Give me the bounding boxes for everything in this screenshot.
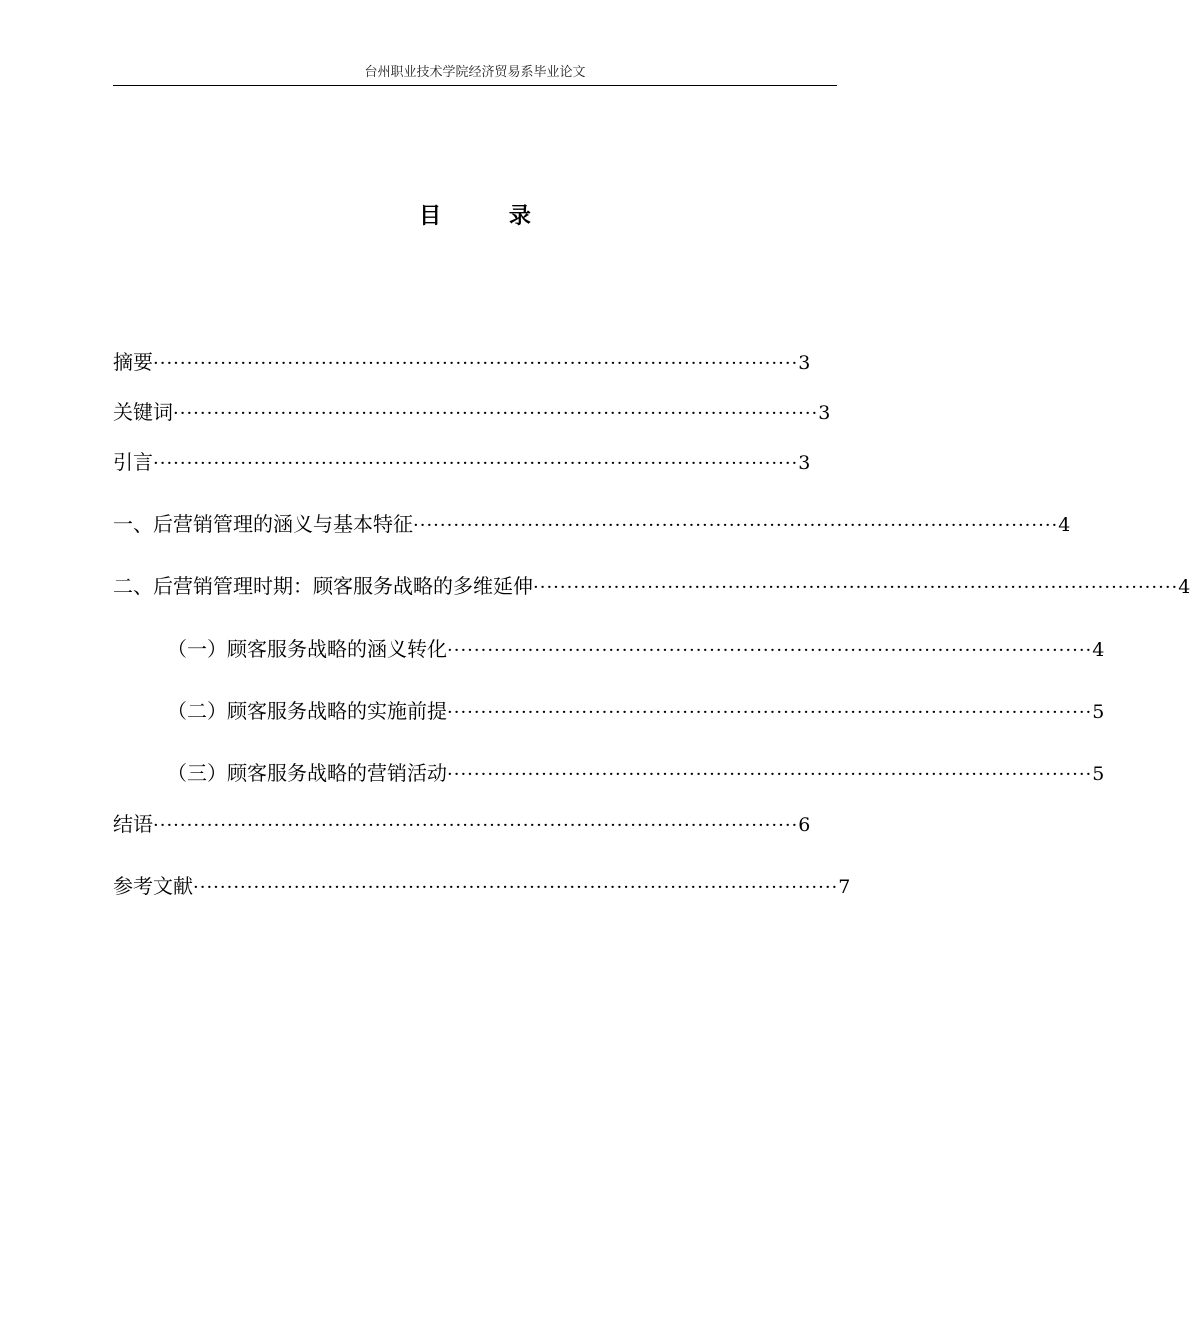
toc-page-number: 3 [798, 352, 811, 374]
toc-page-number: 4 [1178, 576, 1190, 598]
toc-dot-leader: ································································································ [533, 577, 1179, 598]
toc-dot-leader: ································································································ [153, 353, 799, 374]
toc-page-number: 4 [1058, 514, 1071, 536]
header-rule [113, 85, 837, 86]
toc-entry-label: 关键词 [113, 400, 173, 424]
toc-entry-label: （一）顾客服务战略的涵义转化 [167, 637, 447, 661]
toc-entry-label: 参考文献 [113, 874, 193, 898]
toc-page-number: 6 [798, 814, 811, 836]
toc-entry-label: 二、后营销管理时期：顾客服务战略的多维延伸 [113, 574, 533, 598]
toc-dot-leader: ································································································ [447, 764, 1093, 785]
toc-dot-leader: ································································································ [447, 702, 1093, 723]
toc-entry-section-1[interactable] [113, 511, 1071, 539]
toc-dot-leader: ································································································ [173, 403, 819, 424]
toc-entry-abstract[interactable] [113, 349, 811, 377]
page-title: 目 录 [419, 203, 561, 229]
toc-entry-references[interactable] [113, 873, 851, 901]
toc-dot-leader: ································································································ [153, 815, 799, 836]
toc-entry-label: （二）顾客服务战略的实施前提 [167, 699, 447, 723]
toc-dot-leader: ································································································ [447, 640, 1093, 661]
toc-entry-label: 一、后营销管理的涵义与基本特征 [113, 512, 413, 536]
toc-page-number: 3 [818, 402, 831, 424]
toc-entry-keywords[interactable] [113, 399, 831, 427]
toc-entry-section-2-1[interactable] [167, 636, 1105, 664]
running-header: 台州职业技术学院经济贸易系毕业论文 [364, 65, 586, 80]
toc-page-number: 5 [1092, 763, 1105, 785]
toc-entry-label: （三）顾客服务战略的营销活动 [167, 761, 447, 785]
toc-entry-label: 引言 [113, 450, 153, 474]
toc-entry-section-2-3[interactable] [167, 760, 1105, 788]
toc-entry-label: 结语 [113, 812, 153, 836]
toc-entry-introduction[interactable] [113, 449, 811, 477]
toc-entry-section-2[interactable] [113, 573, 1190, 601]
toc-entry-label: 摘要 [113, 350, 153, 374]
toc-dot-leader: ································································································ [193, 877, 839, 898]
toc-dot-leader: ································································································ [413, 515, 1059, 536]
toc-page-number: 3 [798, 452, 811, 474]
toc-page-number: 5 [1092, 701, 1105, 723]
toc-page-number: 4 [1092, 639, 1105, 661]
toc-entry-conclusion[interactable] [113, 811, 811, 839]
toc-dot-leader: ································································································ [153, 453, 799, 474]
toc-page-number: 7 [838, 876, 851, 898]
toc-entry-section-2-2[interactable] [167, 698, 1105, 726]
